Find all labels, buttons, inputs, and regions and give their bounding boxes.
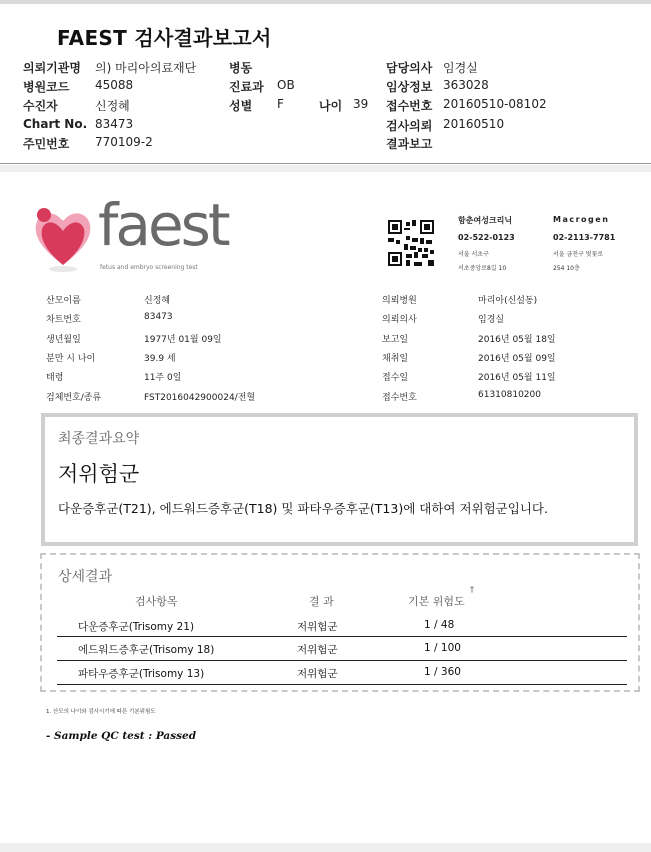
row3-risk: 1 / 360	[424, 666, 461, 678]
label-specimen: 검체번호/종류	[46, 393, 102, 403]
label-chart-number: 차트번호	[46, 315, 81, 325]
row3-item: 파타우증후군(Trisomy 13)	[78, 668, 205, 680]
label-chart-no: Chart No.	[23, 117, 88, 131]
faest-logo-subtitle: fetus and embryo screening test	[100, 264, 198, 271]
value-patient: 신정혜	[95, 99, 130, 113]
row1-item: 다운증후군(Trisomy 21)	[78, 621, 195, 633]
label-sex: 성별	[229, 99, 253, 113]
value-age: 39	[353, 97, 369, 111]
label-report-date: 보고일	[382, 335, 409, 345]
col-result: 결 과	[309, 595, 334, 608]
footnote: 1. 산모의 나이와 검사시기에 따른 기본위험도	[46, 709, 156, 715]
row-divider	[57, 684, 627, 685]
label-department: 진료과	[229, 80, 264, 94]
row1-risk: 1 / 48	[424, 619, 455, 631]
col-base-risk: 기본 위험도	[408, 595, 465, 608]
label-clinical-info: 임상정보	[386, 80, 433, 94]
header-divider	[0, 163, 651, 164]
value-gestational-age: 11주 0일	[144, 373, 182, 383]
label-delivery-age: 분만 시 나이	[46, 354, 96, 364]
value-collection-date: 2016년 05월 09일	[478, 354, 556, 364]
summary-heading: 최종결과요약	[58, 431, 140, 447]
value-hospital-code: 45088	[95, 78, 134, 92]
value-chart-number: 83473	[144, 312, 173, 322]
value-delivery-age: 39.9 세	[144, 354, 176, 364]
value-referring-hospital: 마리아(신설동)	[478, 296, 538, 306]
row-divider	[57, 660, 627, 661]
clinic2-addr1: 서울 금천구 벚꽃로	[553, 251, 604, 258]
label-gestational-age: 태령	[46, 373, 64, 383]
value-clinical-info: 363028	[443, 78, 489, 92]
qc-status: - Sample QC test : Passed	[46, 730, 197, 742]
col-test-item: 검사항목	[135, 595, 178, 608]
label-institution: 의뢰기관명	[23, 61, 81, 75]
value-report-date: 2016년 05월 18일	[478, 335, 556, 345]
value-specimen: FST2016042900024/전혈	[144, 393, 256, 403]
value-institution: 의) 마리아의료재단	[95, 61, 197, 75]
clinic1-addr1: 서울 서초구	[458, 251, 489, 258]
label-hospital-code: 병원코드	[23, 80, 70, 94]
value-receipt-no: 20160510-08102	[443, 97, 547, 111]
row3-result: 저위험군	[297, 668, 338, 680]
clinic2-name: Macrogen	[553, 215, 610, 224]
value-test-request: 20160510	[443, 117, 505, 131]
label-collection-date: 채취일	[382, 354, 409, 364]
value-accession-no: 61310810200	[478, 390, 541, 400]
summary-text: 다운증후군(T21), 에드워드증후군(T18) 및 파타우증후군(T13)에 대하여 저위험군입니다.	[58, 501, 548, 516]
value-department: OB	[277, 78, 295, 92]
label-ward: 병동	[229, 61, 253, 75]
summary-result: 저위험군	[58, 462, 140, 486]
row2-item: 에드워드증후군(Trisomy 18)	[78, 644, 215, 656]
section-gap	[0, 165, 651, 172]
label-mother-name: 산모이름	[46, 296, 81, 306]
label-patient: 수진자	[23, 99, 58, 113]
value-sex: F	[277, 97, 284, 111]
label-accession-no: 접수번호	[382, 393, 417, 403]
row2-result: 저위험군	[297, 644, 338, 656]
faest-heart-logo-icon	[32, 203, 94, 273]
label-test-request: 검사의뢰	[386, 119, 433, 133]
value-received-date: 2016년 05월 11일	[478, 373, 556, 383]
col-base-risk-footnote-mark: †	[470, 585, 474, 594]
label-age: 나이	[319, 99, 343, 113]
row-divider	[57, 636, 627, 637]
value-resident-no: 770109-2	[95, 135, 153, 149]
qr-code-icon	[388, 220, 434, 266]
clinic1-phone: 02-522-0123	[458, 233, 515, 242]
label-doctor: 담당의사	[386, 61, 433, 75]
faest-logo-text: faest	[98, 191, 228, 259]
top-border	[0, 0, 651, 4]
label-birthdate: 생년월일	[46, 335, 81, 345]
label-receipt-no: 접수번호	[386, 99, 433, 113]
clinic2-addr2: 254 10층	[553, 265, 580, 272]
value-chart-no: 83473	[95, 117, 134, 131]
label-result-report: 결과보고	[386, 137, 433, 151]
clinic2-phone: 02-2113-7781	[553, 233, 616, 242]
clinic1-name: 함춘여성크리닉	[458, 216, 513, 225]
detail-heading: 상세결과	[58, 569, 113, 585]
label-referring-doctor: 의뢰의사	[382, 315, 417, 325]
clinic1-addr2: 서초중앙로8길 10	[458, 265, 507, 272]
label-referring-hospital: 의뢰병원	[382, 296, 417, 306]
value-doctor: 임경실	[443, 61, 478, 75]
value-birthdate: 1977년 01월 09일	[144, 335, 222, 345]
bottom-border	[0, 843, 651, 852]
report-title: FAEST 검사결과보고서	[57, 26, 272, 50]
label-received-date: 접수일	[382, 373, 409, 383]
value-mother-name: 신정혜	[144, 296, 171, 306]
value-referring-doctor: 임경실	[478, 315, 505, 325]
row2-risk: 1 / 100	[424, 642, 461, 654]
row1-result: 저위험군	[297, 621, 338, 633]
label-resident-no: 주민번호	[23, 137, 70, 151]
